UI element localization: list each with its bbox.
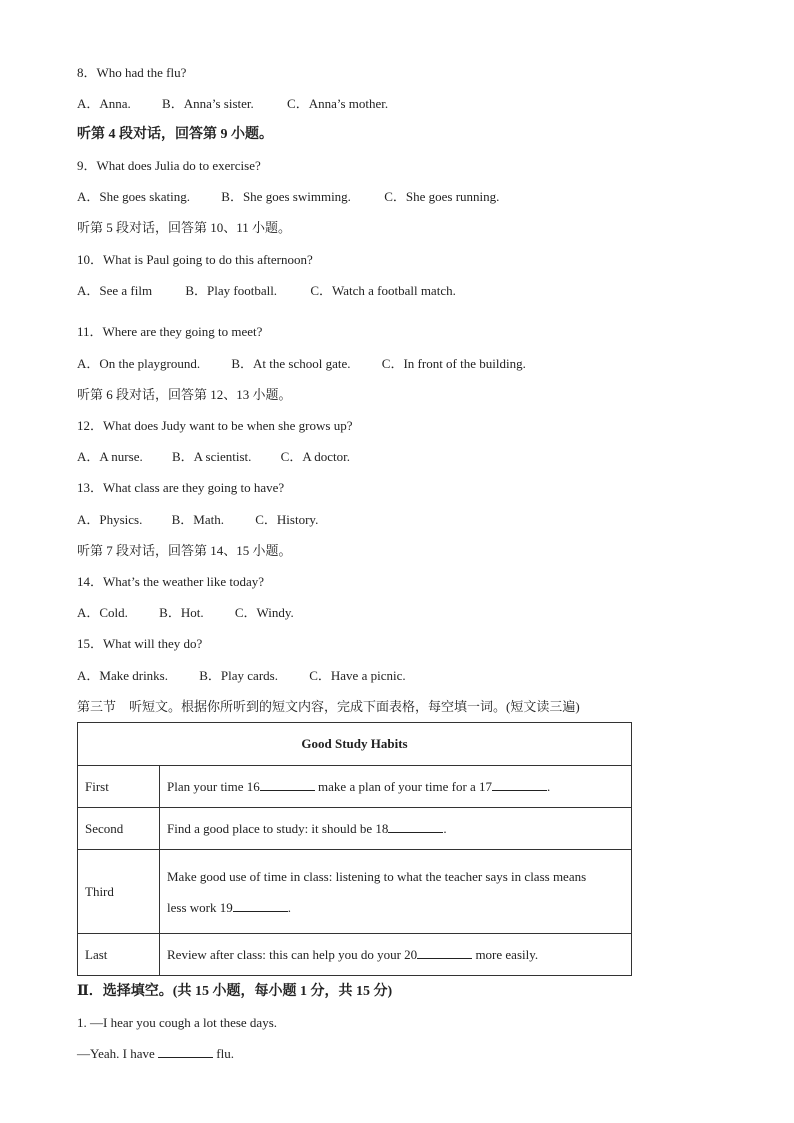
question-10: 10．What is Paul going to do this afternoon? [77, 252, 313, 267]
section-heading-4: 听第 4 段对话，回答第 9 小题。 [77, 127, 273, 142]
question-13: 13．What class are they going to have? [77, 480, 285, 495]
option-c: C．History. [255, 512, 319, 527]
row-content: Review after class: this can help you do your 20 more easily. [160, 934, 632, 976]
blank-mc1[interactable] [158, 1045, 213, 1058]
option-b: B．A scientist. [171, 449, 252, 464]
question-13-options [77, 511, 318, 529]
question-15-options [77, 667, 406, 685]
question-10-options [77, 282, 456, 300]
mc-question-1-reply: —Yeah. I have flu. [77, 1046, 234, 1061]
option-a: A．Make drinks. [77, 668, 168, 683]
option-b: B．She goes swimming. [221, 189, 351, 204]
option-c: C．Watch a football match. [310, 283, 456, 298]
section-2-heading: Ⅱ．选择填空。(共 15 小题，每小题 1 分，共 15 分) [77, 984, 393, 999]
question-11-options [77, 355, 526, 373]
study-habits-table [77, 722, 632, 976]
option-b: B．Anna’s sister. [162, 96, 254, 111]
option-a: A．Anna. [77, 96, 131, 111]
option-c: C．A doctor. [280, 449, 351, 464]
blank-17[interactable] [492, 778, 547, 791]
question-12-options [77, 448, 350, 466]
question-15: 15．What will they do? [77, 636, 203, 651]
section-heading-5: 听第 5 段对话，回答第 10、11 小题。 [77, 220, 292, 235]
row-content: Make good use of time in class: listening to what the teacher says in class means less work 19 . [160, 850, 632, 934]
option-b: B．At the school gate. [231, 356, 351, 371]
option-a: A．Cold. [77, 605, 128, 620]
question-14-options [77, 604, 294, 622]
table-row [78, 850, 632, 934]
table-row [78, 934, 632, 976]
option-b: B．Play football. [185, 283, 278, 298]
option-c: C．In front of the building. [381, 356, 526, 371]
option-b: B．Math. [171, 512, 224, 527]
question-8-options [77, 95, 388, 113]
option-c: C．Windy. [234, 605, 294, 620]
table-row [78, 808, 632, 850]
row-content: Find a good place to study: it should be 18 . [160, 808, 632, 850]
option-a: A．She goes skating. [77, 189, 191, 204]
option-a: A．See a film [77, 283, 153, 298]
option-a: A．Physics. [77, 512, 143, 527]
question-9: 9．What does Julia do to exercise? [77, 158, 261, 173]
blank-20[interactable] [417, 946, 472, 959]
mc-question-1: 1. —I hear you cough a lot these days. [77, 1015, 278, 1030]
option-b: B．Hot. [159, 605, 204, 620]
question-12: 12．What does Judy want to be when she grows up? [77, 418, 353, 433]
option-a: A．A nurse. [77, 449, 143, 464]
blank-16[interactable] [260, 778, 315, 791]
row-label: First [78, 766, 160, 808]
option-a: A．On the playground. [77, 356, 201, 371]
question-9-options [77, 188, 499, 206]
option-c: C．She goes running. [384, 189, 500, 204]
section-heading-7: 听第 7 段对话，回答第 14、15 小题。 [77, 543, 292, 558]
part-3-instructions: 第三节 听短文。根据你所听到的短文内容，完成下面表格，每空填一词。(短文读三遍) [77, 699, 580, 714]
row-label: Third [78, 850, 160, 934]
question-14: 14．What’s the weather like today? [77, 574, 264, 589]
table-row [78, 766, 632, 808]
blank-19[interactable] [233, 899, 288, 912]
row-content: Plan your time 16 make a plan of your time for a 17 . [160, 766, 632, 808]
question-8: 8．Who had the flu? [77, 65, 187, 80]
row-label: Last [78, 934, 160, 976]
section-heading-6: 听第 6 段对话，回答第 12、13 小题。 [77, 387, 292, 402]
row-label: Second [78, 808, 160, 850]
option-c: C．Have a picnic. [309, 668, 406, 683]
blank-18[interactable] [388, 820, 443, 833]
option-b: B．Play cards. [199, 668, 278, 683]
question-11: 11．Where are they going to meet? [77, 324, 263, 339]
table-title: Good Study Habits [78, 723, 632, 766]
option-c: C．Anna’s mother. [287, 96, 389, 111]
